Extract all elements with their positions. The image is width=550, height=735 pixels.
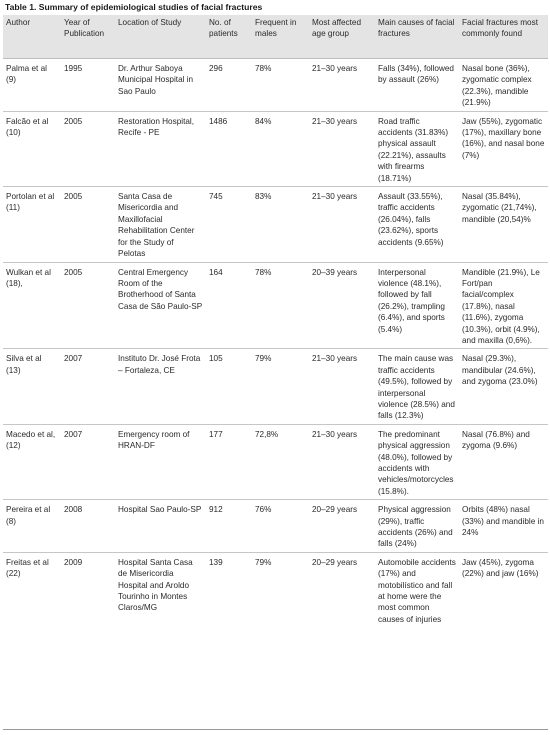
table-bottom-rule (3, 729, 548, 730)
table-caption: Table 1. Summary of epidemiological studies of facial fractures (5, 2, 263, 12)
header-males: Frequent in males (252, 15, 309, 59)
cell-location: Emergency room of HRAN-DF (118, 429, 190, 451)
cell-fractures: Jaw (55%), zygomatic (17%), maxillary bone (16%), and nasal bone (7%) (462, 116, 545, 160)
table-row (3, 111, 548, 186)
cell-year: 2009 (64, 557, 83, 567)
cell-author: Freitas et al (22) (6, 557, 49, 579)
cell-age-group: 21–30 years (312, 192, 358, 202)
cell-males: 83% (255, 192, 272, 202)
cell-year: 2005 (64, 267, 83, 277)
cell-patients: 105 (209, 354, 223, 364)
cell-causes: The main cause was traffic accidents (49.5%), followed by interpersonal violence (28.5%) and falls (12.3%) (378, 354, 455, 421)
cell-males: 84% (255, 116, 272, 126)
cell-age-group: 20–29 years (312, 557, 358, 567)
cell-location: Instituto Dr. José Frota – Fortaleza, CE (118, 354, 201, 375)
cell-causes: Physical aggression (29%), traffic accidents (26%) and falls (24%) (378, 505, 453, 549)
cell-age-group: 21–30 years (312, 64, 358, 73)
cell-causes: Falls (34%), followed by assault (26%) (378, 64, 454, 85)
cell-location: Dr. Arthur Saboya Municipal Hospital in Sao Paulo (118, 64, 194, 96)
cell-males: 79% (255, 354, 272, 364)
cell-patients: 912 (209, 505, 223, 515)
table-row (3, 424, 548, 499)
cell-patients: 745 (209, 192, 223, 202)
cell-author: Wulkan et al (18), (6, 267, 51, 288)
cell-location: Central Emergency Room of the Brotherhood of Santa Casa de São Paulo-SP (118, 267, 203, 311)
table-row (3, 262, 548, 349)
cell-age-group: 20–29 years (312, 505, 358, 515)
cell-males: 76% (255, 505, 272, 515)
table-row (3, 500, 548, 553)
cell-location: Hospital Santa Casa de Misericordia Hospital and Aroldo Tourinho in Montes Claros/MG (118, 557, 193, 613)
cell-patients: 177 (209, 429, 223, 439)
header-author: Author (3, 15, 61, 59)
cell-year: 2007 (64, 429, 83, 439)
cell-year: 2005 (64, 116, 83, 126)
cell-patients: 139 (209, 557, 223, 567)
header-year: Year of Publication (61, 15, 115, 59)
header-location: Location of Study (115, 15, 206, 59)
table-row (3, 552, 548, 627)
table-row (3, 59, 548, 112)
cell-fractures: Nasal (35.84%), zygomatic (21,74%), mandible (20,54)% (462, 192, 537, 224)
cell-patients: 164 (209, 267, 223, 277)
header-row (3, 15, 548, 59)
header-age-group: Most affected age group (309, 15, 375, 59)
cell-males: 72,8% (255, 429, 279, 439)
cell-fractures: Jaw (45%), zygoma (22%) and jaw (16%) (462, 557, 539, 579)
cell-author: Palma et al (9) (6, 64, 47, 85)
cell-causes: Interpersonal violence (48.1%), followed by fall (26.2%), trampling (6.4%), and sports (5.4%) (378, 267, 445, 334)
cell-location: Restoration Hospital, Recife - PE (118, 116, 194, 138)
cell-males: 78% (255, 267, 272, 277)
cell-location: Santa Casa de Misericordia and Maxillofacial Rehabilitation Center for the Study of Pelotas (118, 192, 195, 259)
cell-year: 2008 (64, 505, 83, 515)
cell-males: 79% (255, 557, 272, 567)
epidemiology-table (3, 15, 548, 627)
cell-year: 1995 (64, 64, 83, 73)
cell-patients: 1486 (209, 116, 228, 126)
cell-author: Macedo et al, (12) (6, 429, 56, 451)
cell-author: Silva et al (13) (6, 354, 42, 375)
cell-fractures: Orbits (48%) nasal (33%) and mandible in 24% (462, 505, 544, 538)
cell-causes: Road traffic accidents (31.83%) physical assault (22.21%), assaults with firearms (18.71%) (378, 116, 449, 183)
cell-causes: Automobile accidents (17%) and motobilístico and fall at home were the most common causes of injuries (378, 557, 456, 624)
cell-year: 2005 (64, 192, 83, 202)
header-causes: Main causes of facial fractures (375, 15, 459, 59)
cell-patients: 296 (209, 64, 223, 73)
table-row (3, 187, 548, 262)
cell-fractures: Nasal bone (36%), zygomatic complex (22.3%), mandible (21.9%) (462, 64, 532, 108)
cell-age-group: 20–39 years (312, 267, 358, 277)
header-fractures: Facial fractures most commonly found (459, 15, 548, 59)
cell-males: 78% (255, 64, 272, 73)
cell-age-group: 21–30 years (312, 116, 358, 126)
cell-author: Pereira et al (8) (6, 505, 51, 526)
header-patients: No. of patients (206, 15, 252, 59)
cell-age-group: 21–30 years (312, 354, 358, 364)
table-header (3, 15, 548, 59)
cell-causes: Assault (33.55%), traffic accidents (26.04%), falls (23.62%), sports accidents (9.65%) (378, 192, 444, 247)
cell-year: 2007 (64, 354, 83, 364)
cell-fractures: Nasal (76.8%) and zygoma (9.6%) (462, 429, 530, 451)
cell-fractures: Nasal (29.3%), mandibular (24.6%), and zygoma (23.0%) (462, 354, 538, 387)
cell-author: Portolan et al (11) (6, 192, 55, 213)
cell-author: Falcão et al (10) (6, 116, 49, 138)
cell-age-group: 21–30 years (312, 429, 358, 439)
cell-fractures: Mandible (21.9%), Le Fort/pan facial/complex (17.8%), nasal (11.6%), zygoma (10.3%), orbit (4.9%), and maxilla (0,6%). (462, 267, 540, 345)
cell-location: Hospital Sao Paulo-SP (118, 505, 202, 515)
cell-causes: The predominant physical aggression (48.0%), followed by accidents with vehicles/motorcycles (15.8%). (378, 429, 454, 496)
table-body (3, 59, 548, 628)
table-row (3, 349, 548, 424)
